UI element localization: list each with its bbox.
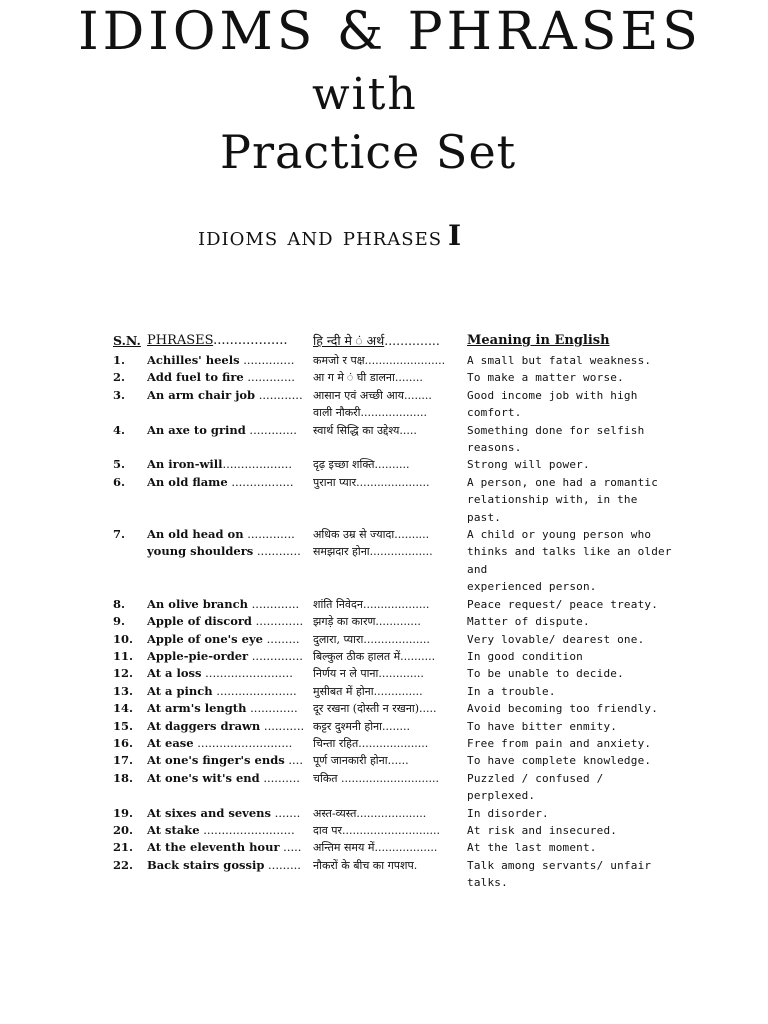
english-meaning-line: Peace request/ peace treaty. <box>467 597 659 611</box>
english-meaning-line: Free from pain and anxiety. <box>467 736 652 750</box>
english-meaning-line: To make a matter worse. <box>467 371 624 385</box>
english-meaning-line: A small but fatal weakness. <box>467 354 652 367</box>
hindi-meaning: आसान एवं अच्छी आय........ <box>313 388 432 402</box>
phrase-text: Back stairs gossip <box>147 857 265 872</box>
table-row <box>113 596 673 613</box>
phrase-text: At arm's length <box>147 701 247 716</box>
hindi-meaning-cell <box>313 456 467 473</box>
hindi-meaning-cell <box>313 352 467 369</box>
phrase-text: Add fuel to fire <box>147 370 244 385</box>
table-row <box>113 613 673 630</box>
table-header <box>113 331 673 351</box>
hindi-meaning-cell <box>313 648 467 665</box>
english-meaning-line: Good income job with high <box>467 388 638 402</box>
row-number: 7. <box>113 527 126 542</box>
english-meaning-cell <box>467 526 673 596</box>
english-meaning-cell <box>467 648 673 665</box>
header-hindi-cell <box>313 331 467 351</box>
title-line-2: with <box>312 69 418 120</box>
phrase-text: Apple of discord <box>147 614 252 629</box>
row-number: 12. <box>113 666 134 681</box>
english-meaning-line: To have complete knowledge. <box>467 754 652 768</box>
hindi-meaning: दुलारा, प्यारा................... <box>313 632 430 646</box>
english-meaning-line: At the last moment. <box>467 841 597 855</box>
english-meaning-cell <box>467 857 673 892</box>
table-row <box>113 822 673 839</box>
hindi-meaning: अन्तिम समय में.................. <box>313 841 438 855</box>
phrase-text: Achilles' heels <box>147 353 240 367</box>
header-phrases: PHRASES <box>147 333 214 348</box>
hindi-meaning-cell <box>313 369 467 386</box>
phrase-line <box>147 456 313 473</box>
hindi-meaning-cell <box>313 805 467 822</box>
english-meaning-line: Something done for selfish <box>467 423 645 437</box>
hindi-meaning-cell <box>313 613 467 630</box>
english-meaning-cell <box>467 683 673 700</box>
english-meaning-cell <box>467 369 673 386</box>
table-row <box>113 631 673 648</box>
leader-dots: ............. <box>251 614 304 629</box>
hindi-meaning: कमजो र पक्ष....................... <box>313 354 446 367</box>
phrase-text: At sixes and sevens <box>147 805 272 820</box>
phrase-cell <box>147 352 313 369</box>
hindi-meaning: दाव पर............................ <box>313 823 440 837</box>
row-number: 16. <box>113 735 134 750</box>
english-meaning-cell <box>467 700 673 717</box>
phrase-text: At a pinch <box>147 683 213 698</box>
phrase-text: An arm chair job <box>147 387 256 402</box>
row-number: 10. <box>113 631 134 646</box>
row-number: 18. <box>113 770 134 785</box>
hindi-meaning-cell <box>313 839 467 856</box>
leader-dots: ................. <box>227 474 294 489</box>
phrase-cell <box>147 369 313 386</box>
table-row <box>113 352 673 369</box>
english-meaning-line: comfort. <box>467 406 522 420</box>
phrase-cell <box>147 839 313 856</box>
english-meaning-cell <box>467 456 673 473</box>
phrase-text: An olive branch <box>147 596 248 611</box>
phrase-line <box>147 857 313 874</box>
hindi-meaning: शांति निवेदन................... <box>313 597 430 611</box>
english-meaning-line: Talk among servants/ unfair <box>467 858 652 872</box>
leader-dots: .... <box>284 753 303 768</box>
section-numeral: I <box>448 219 463 252</box>
row-number: 4. <box>113 422 126 437</box>
phrase-cell <box>147 387 313 404</box>
hindi-meaning-cell <box>313 631 467 648</box>
english-meaning-line: thinks and talks like an older and <box>467 545 672 576</box>
phrase-text: An axe to grind <box>147 422 246 437</box>
phrase-line <box>147 735 313 752</box>
phrase-line <box>147 474 313 491</box>
english-meaning-line: Matter of dispute. <box>467 615 590 629</box>
hindi-meaning-cell <box>313 596 467 613</box>
table-row <box>113 683 673 700</box>
phrase-text: At one's finger's ends <box>147 753 285 768</box>
phrase-cell <box>147 474 313 491</box>
english-meaning-cell <box>467 474 673 526</box>
header-hindi: हि न्दी मे ं अर्थ <box>313 333 385 348</box>
phrase-cell <box>147 596 313 613</box>
leader-dots: .......... <box>259 770 300 785</box>
english-meaning-line: relationship with, in the past. <box>467 493 638 524</box>
table-row <box>113 456 673 473</box>
table-row <box>113 369 673 386</box>
english-meaning-line: Avoid becoming too friendly. <box>467 702 659 716</box>
english-meaning-cell <box>467 770 673 805</box>
leader-dots: ........... <box>260 718 305 733</box>
english-meaning-cell <box>467 718 673 735</box>
english-meaning-cell <box>467 822 673 839</box>
leader-dots: ..... <box>279 840 302 855</box>
english-meaning-line: Puzzled / confused / perplexed. <box>467 771 604 803</box>
hindi-meaning: अधिक उम्र से ज्यादा.......... <box>313 528 430 542</box>
table-row <box>113 770 673 805</box>
phrase-cell <box>147 752 313 769</box>
hindi-meaning: निर्णय न ले पाना............. <box>313 667 424 681</box>
phrase-text: young shoulders <box>147 544 254 559</box>
english-meaning-cell <box>467 805 673 822</box>
hindi-meaning: झगड़े का कारण............. <box>313 615 421 629</box>
section-heading-text: idioms and phrases <box>198 222 443 252</box>
row-number: 14. <box>113 701 134 716</box>
table-row <box>113 718 673 735</box>
leader-dots: ........................ <box>201 666 293 681</box>
phrase-line <box>147 700 313 717</box>
row-number: 6. <box>113 474 126 489</box>
row-number: 3. <box>113 387 126 402</box>
hindi-meaning: चिन्ता रहित.................... <box>313 736 429 750</box>
header-phrases-cell <box>147 331 313 351</box>
section-heading <box>198 218 462 255</box>
hindi-meaning-cell <box>313 718 467 735</box>
phrase-text: An old flame <box>147 474 228 489</box>
phrase-text: An iron-will <box>147 457 223 472</box>
phrase-line <box>147 352 313 369</box>
phrase-line <box>147 752 313 769</box>
phrase-cell <box>147 422 313 439</box>
phrase-line <box>147 770 313 787</box>
english-meaning-line: Very lovable/ dearest one. <box>467 632 645 646</box>
phrase-text: At daggers drawn <box>147 718 261 733</box>
table-row <box>113 665 673 682</box>
hindi-meaning: चकित ............................ <box>313 771 439 785</box>
hindi-meaning-cell <box>313 474 467 491</box>
phrase-line <box>147 526 313 543</box>
phrase-line <box>147 822 313 839</box>
english-meaning-cell <box>467 665 673 682</box>
leader-dots: .............. <box>239 353 295 367</box>
hindi-meaning: कट्टर दुश्मनी होना........ <box>313 719 410 733</box>
english-meaning-line: reasons. <box>467 441 522 455</box>
english-meaning-cell <box>467 613 673 630</box>
english-meaning-cell <box>467 387 673 422</box>
hindi-meaning-cell <box>313 665 467 682</box>
table-row <box>113 752 673 769</box>
row-number: 9. <box>113 614 126 629</box>
leader-dots: ............. <box>243 370 295 385</box>
english-meaning-cell <box>467 422 673 457</box>
phrase-cell <box>147 665 313 682</box>
english-meaning-line: To be unable to decide. <box>467 667 624 681</box>
english-meaning-line: A person, one had a romantic <box>467 475 659 489</box>
leader-dots: .......................... <box>193 735 293 750</box>
table-body <box>113 352 673 892</box>
english-meaning-cell <box>467 352 673 369</box>
hindi-meaning: बिल्कुल ठीक हालत में.......... <box>313 649 436 663</box>
leader-dots: ............. <box>247 596 300 611</box>
phrase-text: Apple of one's eye <box>147 631 263 646</box>
phrase-cell <box>147 822 313 839</box>
leader-dots: ......... <box>264 857 301 872</box>
phrase-line <box>147 422 313 439</box>
header-phrases-dots: .................. <box>213 333 288 348</box>
phrase-line <box>147 613 313 630</box>
hindi-meaning: नौकरों के बीच का गपशप. <box>313 858 418 872</box>
english-meaning-line: Strong will power. <box>467 458 590 472</box>
phrase-line <box>147 805 313 822</box>
hindi-meaning-cell <box>313 857 467 874</box>
phrase-line <box>147 369 313 386</box>
phrase-cell <box>147 456 313 473</box>
table-row <box>113 422 673 457</box>
english-meaning-line: In disorder. <box>467 806 549 820</box>
row-number: 1. <box>113 353 126 367</box>
phrase-cell <box>147 613 313 630</box>
english-meaning-cell <box>467 631 673 648</box>
hindi-meaning-cell <box>313 683 467 700</box>
phrase-cell <box>147 805 313 822</box>
leader-dots: .............. <box>248 648 303 663</box>
hindi-meaning-continued: वाली नौकरी................... <box>313 406 427 420</box>
hindi-meaning: पुराना प्यार..................... <box>313 475 430 489</box>
phrase-cell <box>147 683 313 700</box>
english-meaning-cell <box>467 839 673 856</box>
english-meaning-line: In a trouble. <box>467 684 556 698</box>
row-number: 5. <box>113 457 126 472</box>
row-number: 21. <box>113 840 134 855</box>
row-number: 2. <box>113 370 126 385</box>
leader-dots: ............ <box>253 544 301 559</box>
hindi-meaning-cell <box>313 422 467 439</box>
header-hindi-dots: .............. <box>384 333 440 348</box>
phrase-line <box>147 387 313 404</box>
phrase-cell <box>147 648 313 665</box>
phrase-text: At ease <box>147 735 194 750</box>
hindi-meaning-cell <box>313 752 467 769</box>
table-row <box>113 700 673 717</box>
header-meaning: Meaning in English <box>467 333 610 348</box>
table-row <box>113 648 673 665</box>
hindi-meaning-cell <box>313 700 467 717</box>
idioms-table <box>113 331 673 892</box>
leader-dots: ............. <box>246 701 298 716</box>
phrase-cell <box>147 718 313 735</box>
phrase-line <box>147 683 313 700</box>
row-number: 11. <box>113 648 134 663</box>
phrase-line <box>147 631 313 648</box>
table-row <box>113 805 673 822</box>
leader-dots: ................... <box>222 457 292 472</box>
phrase-line <box>147 596 313 613</box>
row-number: 17. <box>113 753 134 768</box>
hindi-meaning-cell <box>313 387 467 422</box>
english-meaning-line: experienced person. <box>467 580 597 594</box>
row-number: 20. <box>113 822 134 837</box>
leader-dots: ...................... <box>212 683 297 698</box>
leader-dots: ............. <box>243 527 295 542</box>
phrase-cell <box>147 857 313 874</box>
row-number: 22. <box>113 857 134 872</box>
hindi-meaning: आ ग मे ं घी डालना........ <box>313 371 423 385</box>
phrase-text: Apple-pie-order <box>147 648 249 663</box>
hindi-meaning: स्वार्थ सिद्धि का उद्देश्य..... <box>313 423 417 437</box>
hindi-meaning-continued: समझदार होना.................. <box>313 545 433 559</box>
title-line-3: Practice Set <box>220 125 517 179</box>
english-meaning-cell <box>467 596 673 613</box>
table-row <box>113 387 673 422</box>
hindi-meaning: दूर रखना (दोस्ती न रखना)..... <box>313 702 437 716</box>
table-row <box>113 857 673 892</box>
title-line-1: IDIOMS & PHRASES <box>78 2 702 62</box>
phrase-cell <box>147 700 313 717</box>
phrase-cell <box>147 735 313 752</box>
english-meaning-line: In good condition <box>467 649 583 663</box>
phrase-cell <box>147 526 313 561</box>
english-meaning-cell <box>467 752 673 769</box>
hindi-meaning-cell <box>313 526 467 561</box>
english-meaning-cell <box>467 735 673 752</box>
hindi-meaning: अस्त-व्यस्त.................... <box>313 806 427 820</box>
row-number: 19. <box>113 805 134 820</box>
hindi-meaning-cell <box>313 735 467 752</box>
hindi-meaning-cell <box>313 822 467 839</box>
phrase-cell <box>147 770 313 787</box>
table-row <box>113 474 673 526</box>
hindi-meaning: मुसीबत में होना.............. <box>313 684 423 698</box>
phrase-line <box>147 648 313 665</box>
leader-dots: ............ <box>255 387 303 402</box>
phrase-text: At the eleventh hour <box>147 840 280 855</box>
english-meaning-line: talks. <box>467 876 508 890</box>
leader-dots: ......................... <box>199 822 295 837</box>
english-meaning-line: To have bitter enmity. <box>467 719 618 733</box>
table-row <box>113 735 673 752</box>
phrase-cell <box>147 631 313 648</box>
header-sn: S.N. <box>113 333 141 348</box>
phrase-line <box>147 665 313 682</box>
phrase-text: At one's wit's end <box>147 770 260 785</box>
phrase-text: At stake <box>147 822 200 837</box>
leader-dots: ....... <box>271 805 301 820</box>
phrase-text: At a loss <box>147 666 202 681</box>
english-meaning-line: At risk and insecured. <box>467 823 618 837</box>
leader-dots: ............. <box>245 422 297 437</box>
english-meaning-line: A child or young person who <box>467 528 652 542</box>
leader-dots: ......... <box>262 631 300 646</box>
phrase-line <box>147 839 313 856</box>
hindi-meaning-cell <box>313 770 467 787</box>
hindi-meaning: दृढ़ इच्छा शक्ति.......... <box>313 458 410 472</box>
table-row <box>113 526 673 596</box>
hindi-meaning: पूर्ण जानकारी होना...... <box>313 754 409 768</box>
row-number: 13. <box>113 683 134 698</box>
row-number: 8. <box>113 596 126 611</box>
table-row <box>113 839 673 856</box>
phrase-text: An old head on <box>147 527 244 542</box>
phrase-line <box>147 718 313 735</box>
row-number: 15. <box>113 718 134 733</box>
phrase-line-continued <box>147 543 313 560</box>
